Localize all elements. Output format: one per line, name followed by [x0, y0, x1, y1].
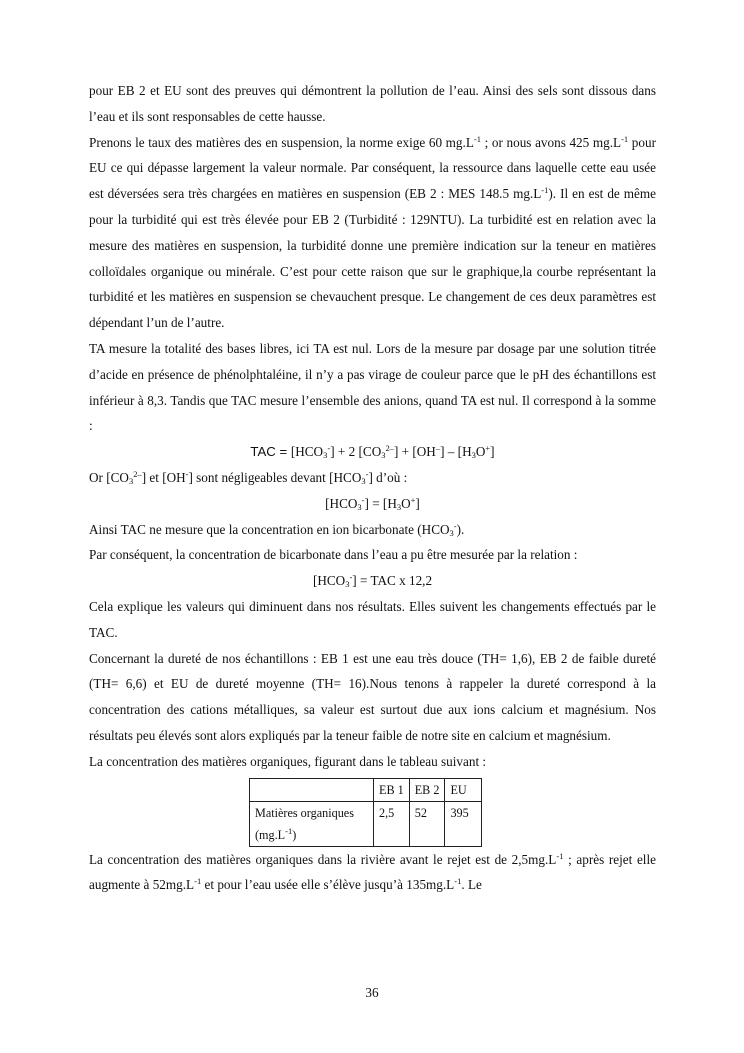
table-header-cell: EU [445, 778, 482, 801]
table-row [250, 801, 482, 846]
table-cell: 52 [409, 801, 445, 846]
table-header-row [250, 778, 482, 801]
formula-tac-sum: TAC = $[HCO_3^-] + 2$ $[CO_3^{2-}] + [OH^-] - [H_3O^+]$ [250, 443, 495, 461]
paragraph-matieres-intro: La concentration des matières organiques, figurant dans le tableau suivant : [89, 753, 487, 769]
page-number: 36 [365, 985, 379, 1000]
table-cell: 395 [445, 801, 482, 846]
paragraph-pollution: pour EB 2 et EU sont des preuves qui démontrent la pollution de l’eau. Ainsi des sels sont dissous dans l’eau et ils sont responsables de cette hausse. [89, 83, 656, 124]
table-header-cell: EB 2 [409, 778, 445, 801]
table-header-cell: EB 1 [374, 778, 410, 801]
paragraph-matieres-resultats: La concentration des matières organiques dans la rivière avant le rejet est de $2,5mg.L^{-1}$ ; après rejet elle augmente à $52mg.L^{-1}$ et pour l’eau usée elle s’élève jusqu’à $135mg.L^{-1}$. Le [89, 850, 656, 893]
paragraph-durete: Concernant la dureté de nos échantillons : EB 1 est une eau très douce (TH= 1,6), EB 2 de faible dureté (TH= 6,6) et EU de dureté moyenne (TH= 16).Nous tenons à rappeler la dureté correspond à la concentration des cations métalliques, sa valeur est surtout due aux ions calcium et magnésium. Nos résultats peu élevés sont alors expliqués par la teneur faible de notre site en calcium et magnésium. [89, 650, 656, 743]
document-body [89, 78, 656, 898]
formula-hco3-equal: $[HCO_3^-] = [H_3O^+]$ [325, 494, 420, 512]
paragraph-explication: Cela explique les valeurs qui diminuent dans nos résultats. Elles suivent les changements effectués par le TAC. [89, 598, 656, 640]
formula-tac-calc: $[HCO_3^-]$ = TAC x 12,2 [312, 572, 433, 590]
formula-or-line: Or $[CO_3^{2-}]$ et [OH-] sont négligeables devant $[HCO_3^-]$ d’où : [89, 468, 408, 486]
paragraph-ta-tac: TA mesure la totalité des bases libres, ici TA est nul. Lors de la mesure par dosage par une solution titrée d’acide en présence de phénolphtaléine, il n’y a pas virage de couleur parce que le pH des échantillons est inférieur à 8,3. Tandis que TAC mesure l’ensemble des anions, quand TA est nul. Il correspond à la somme : [89, 340, 656, 434]
table-row-label: Matières organiques $(mg.L^{-1})$ [250, 801, 374, 846]
paragraph-suspension: Prenons le taux des matières des en suspension, la norme exige 60 $mg.L^{-1}$ ; or nous avons 425 $mg.L^{-1}$ pour EU ce qui dépasse largement la valeur normale. Par conséquent, la ressource dans laquelle cette eau usée est déversées sera très chargées en matières en suspension (EB 2 : MES 148.5 $mg.L^{-1}$). Il en est de même pour la turbidité qui est très élevée pour EB 2 (Turbidité : 129NTU). La turbidité est en relation avec la mesure des matières en suspension, la turbidité donne une première indication sur la teneur en matières colloïdales organique ou minérale. C’est pour cette raison que sur le graphique,la courbe représentant la turbidité et les matières en suspension se chevauchent presque. Le changement de ces deux paramètres est dépendant l’un de l’autre. [89, 133, 657, 331]
table-cell: 2,5 [374, 801, 410, 846]
organic-matter-table [249, 778, 482, 847]
table-header-cell [250, 778, 374, 801]
paragraph-bicarbonate: Ainsi TAC ne mesure que la concentration en ion bicarbonate $(HCO_3^-)$. [89, 520, 465, 538]
paragraph-relation: Par conséquent, la concentration de bicarbonate dans l’eau a pu être mesurée par la relation : [89, 547, 578, 563]
